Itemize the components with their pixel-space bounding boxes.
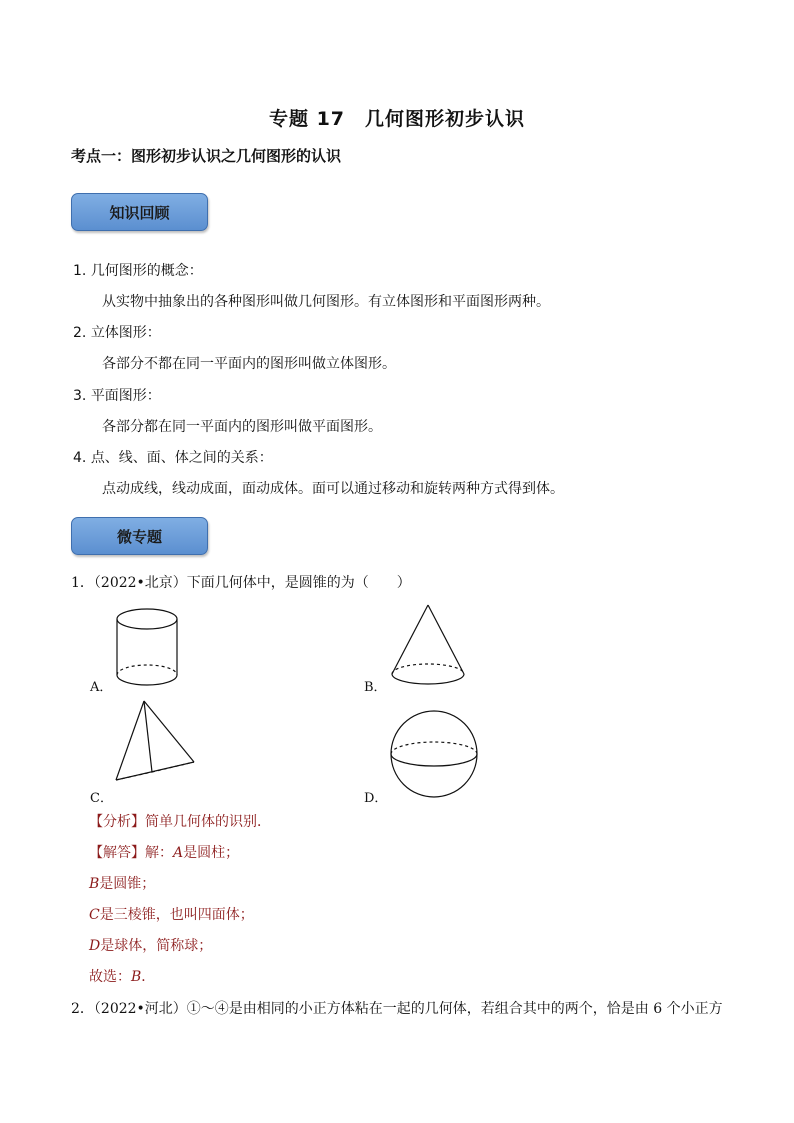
knowledge-body-4: 点动成线，线动成面，面动成体。面可以通过移动和旋转两种方式得到体。 <box>102 481 564 497</box>
item-head: 几何图形的概念： <box>90 263 203 279</box>
knowledge-item-2 <box>73 322 161 342</box>
item-head: 点、线、面、体之间的关系： <box>90 450 273 466</box>
answer-choice <box>89 966 155 986</box>
item-number: 4. <box>73 450 87 466</box>
answer-text: 是球体，简称球； <box>100 938 213 954</box>
tag-knowledge-review <box>71 193 208 231</box>
answer-text: 是三棱锥，也叫四面体； <box>99 907 254 923</box>
tag-label: 知识回顾 <box>109 203 170 222</box>
option-d: D． <box>364 791 388 806</box>
item-number: 3. <box>73 388 87 404</box>
analysis-text: 简单几何体的识别． <box>145 814 271 830</box>
answer-line-c <box>89 904 254 924</box>
sphere-icon <box>390 710 480 800</box>
option-c: C． <box>90 791 113 806</box>
answer-line-d <box>89 935 212 955</box>
item-head: 立体图形： <box>90 325 161 341</box>
question-2-stem: 2．（2022•河北）①～④是由相同的小正方体粘在一起的几何体，若组合其中的两个，恰是由 6 个小正方 <box>71 1001 723 1017</box>
analysis-line <box>89 811 271 831</box>
pyramid-icon <box>114 700 198 788</box>
item-number: 2. <box>73 325 87 341</box>
analysis-tag: 【分析】 <box>89 814 145 830</box>
page-title: 专题 17 几何图形初步认识 <box>268 108 526 130</box>
choice-prefix: 故选： <box>89 969 131 985</box>
choice-var: B <box>131 969 142 985</box>
cone-icon <box>388 604 468 688</box>
choice-suffix: ． <box>141 969 156 985</box>
answer-tag: 【解答】 <box>89 845 145 861</box>
answer-line-a <box>89 842 239 862</box>
answer-text: 是圆柱； <box>183 845 240 861</box>
cylinder-icon <box>116 608 180 688</box>
knowledge-body-3: 各部分都在同一平面内的图形叫做平面图形。 <box>102 419 382 435</box>
item-head: 平面图形： <box>90 388 161 404</box>
answer-var: B <box>89 876 100 892</box>
knowledge-item-4 <box>73 447 273 467</box>
answer-var: D <box>89 938 101 954</box>
knowledge-body-2: 各部分不都在同一平面内的图形叫做立体图形。 <box>102 356 396 372</box>
answer-line-b <box>89 873 155 893</box>
knowledge-item-3 <box>73 385 161 405</box>
answer-text: 是圆锥； <box>99 876 156 892</box>
option-a: A． <box>90 680 113 695</box>
section-heading: 考点一：图形初步认识之几何图形的认识 <box>71 147 342 165</box>
option-b: B． <box>364 680 387 695</box>
knowledge-body-1: 从实物中抽象出的各种图形叫做几何图形。有立体图形和平面图形两种。 <box>102 294 550 310</box>
answer-var: A <box>173 845 184 861</box>
tag-label: 微专题 <box>116 527 162 546</box>
answer-prefix: 解： <box>145 845 173 861</box>
answer-var: C <box>89 907 100 923</box>
question-1-stem: 1．（2022•北京）下面几何体中，是圆锥的为（ ） <box>71 575 411 591</box>
knowledge-item-1 <box>73 260 203 280</box>
tag-special-topic <box>71 517 208 555</box>
item-number: 1. <box>73 263 87 279</box>
